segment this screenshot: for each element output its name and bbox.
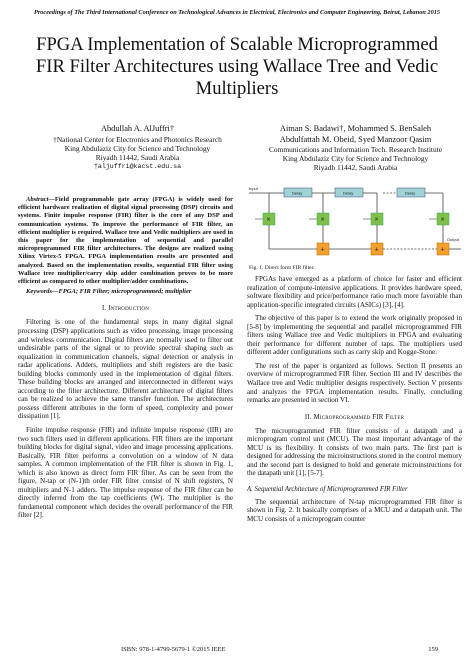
keywords: Keywords—FPGA; FIR Filter; microprogrammed; multiplier — [26, 288, 192, 296]
plus-symbol: + — [440, 246, 445, 254]
paragraph: Filtering is one of the fundamental steps in many digital signal processing (DSP) applications such as video processing, image processing and wireless communication. Digital filters are normally used to filter out undesirable parts of the signal or to provide spectral shaping such as equalization in communication channels, signal detection or analysis in radar applications. Adders, multipliers and shift registers are the basic building blocks commonly used in the implementation of digital filters. These building blocks are arranged and interconnected in different ways according to the filter architecture. Different architecture of digital filters can be realized to achieve the same transfer function. The architectures possess different attributes in the form of speed, complexity and power dissipation [1]. — [18, 318, 233, 421]
section-heading: I. Introduction — [101, 305, 150, 313]
abstract: Abstract—Field programmable gate array (FPGA) is widely used for efficient hardware realization of digital signal processing (DSP) circuits and systems. Finite impulse response (FIR) filter is the core of any DSP and communication systems. To improve the performance of FIR filter, an efficient multiplier is required. Wallace tree and Vedic multipliers are used in this paper for the implementation of sequential and parallel microprogrammed FIR filter architectures. The designs are realized using Xilinx Virtex-5 FPGA. FPGA implementation results are presented and analyzed. Based on the implementation results, sequential FIR filter using Wallace tree multiplier/carry skip adder combination proves to be more efficient as compared to other multiplier/adder combinations. — [18, 196, 233, 286]
subsection-heading: A. Sequential Architecture of Microprogrammed FIR Filter — [247, 485, 408, 493]
input-label: Input — [249, 186, 258, 191]
multiply-symbol: × — [320, 216, 325, 224]
affiliation-line: †National Center for Electronics and Photonics Research — [53, 134, 222, 144]
delay-label: Delay — [405, 190, 416, 196]
section-heading: II. Microprogrammed FIR Filter — [304, 413, 405, 421]
delay-label: Delay — [292, 190, 303, 196]
author-block-right — [248, 124, 463, 173]
paragraph: The microprogrammed FIR filter consists of a datapath and a microprogram control unit (MCU). The most important advantage of the MCU is its flexibility. It consists of two main parts. The first part is designed for addressing the microinstructions stored in the control memory and the second part is designed to hold and generate microinstructions for the datapath unit [1], [5-7]. — [247, 426, 462, 478]
right-column — [247, 275, 462, 529]
affiliation-line: King Abdulaziz City for Science and Technology — [282, 154, 429, 164]
affiliation-line: Riyadh 11442, Saudi Arabia — [313, 163, 398, 173]
paragraph: The rest of the paper is organized as follows. Section II presents an overview of microprogrammed FIR filter. Section III and IV describes the Wallace tree and Vedic multiplier designs respectively. Section V presents and analyzes the FPGA implementation results. Finally, concluding remarks are presented in section VI. — [247, 361, 462, 405]
footer-isbn: ISBN: 978-1-4799-5679-1 ©2015 IEEE — [121, 646, 226, 653]
figure-caption: Fig. 1. Direct form FIR filter. — [249, 265, 315, 271]
affiliation-line: Communications and Information Tech. Research Institute — [269, 145, 442, 154]
page-number: 159 — [428, 646, 438, 653]
abstract-label: Abstract — [26, 196, 49, 203]
multiply-symbol: × — [266, 216, 271, 224]
multiply-symbol: × — [440, 216, 445, 224]
multiply-symbol: × — [374, 216, 379, 224]
affiliation-line: King Abdulaziz City for Science and Technology — [64, 143, 211, 153]
output-label: Output — [447, 237, 460, 242]
keywords-label: Keywords — [26, 288, 52, 296]
paragraph: The sequential architecture of N-tap microprogrammed FIR filter is shown in Fig. 2. It basically comprises of a MCU and a datapath unit. The MCU consists of a microprogram counter — [247, 497, 462, 524]
paragraph: Finite impulse response (FIR) and infinite impulse response (IIR) are two such filters used in different applications. FIR filters are the important building blocks for digital signal, video and image processing applications. Basically, FIR filter performs a convolution on a window of N data samples. A common implementation of the FIR filter is shown in Fig. 1, which is also known as direct form FIR filter. As can be seen from the figure, N-tap or (N-1)th order FIR filter consist of N shift registers, N multipliers and N-1 adders. The impulse response of the FIR filter can be directly inferred from the tap coefficients (W). The multiplier is the fundamental component which decides the overall performance of the FIR filter [2]. — [18, 426, 233, 520]
author-names: Aiman S. Badawi†, Mohammed S. BenSaleh — [279, 124, 432, 133]
abstract-text: Field programmable gate array (FPGA) is widely used for efficient hardware realization of digital signal processing (DSP) circuits and systems. Finite impulse response (FIR) filter is the core of any DSP and communication systems. To improve the performance of FIR filter, an efficient multiplier is required. Wallace tree and Vedic multipliers are used in this paper for the implementation of sequential and parallel microprogrammed FIR filter architectures. The designs are realized using Xilinx Virtex-5 FPGA. FPGA implementation results are presented and analyzed. Based on the implementation results, sequential FIR filter using Wallace tree multiplier/carry skip adder combination proves to be more efficient as compared to other multiplier/adder combinations. — [18, 196, 233, 286]
author-email: †aljuffri@kacst.edu.sa — [93, 163, 182, 171]
author-block-left — [30, 124, 245, 171]
paragraph: FPGAs have emerged as a platform of choice for faster and efficient realization of compute-intensive applications. It provides hardware speed, software flexibility and price/performance ratio much more favorable than application-specific integrated circuits (ASICs) [3], [4]. — [247, 275, 462, 309]
plus-symbol: + — [320, 246, 325, 254]
conference-header: Proceedings of The Third International Conference on Technological Advances in Electrical, Electronics and Computer Engineering, Beirut, Lebanon 2015 — [33, 9, 441, 16]
author-names: Abdulfattah M. Obeid, Syed Manzoor Qasim — [279, 134, 432, 144]
author-name: Abdullah A. AlJuffri† — [100, 124, 175, 133]
paragraph: The objective of this paper is to extend the work originally proposed in [5-8] by implementing the sequential and parallel microprogrammed FIR filters using Wallace tree and Vedic multipliers in FPGA and evaluating their performance for different number of taps. The multipliers used different adder configurations such as carry skip and Kogge-Stone. — [247, 314, 462, 357]
paper-title: FPGA Implementation of Scalable Microprogrammed FIR Filter Architectures using Wallace Tree and Vedic Multipliers — [35, 34, 439, 99]
keywords-text: FPGA; FIR Filter; microprogrammed; multiplier — [58, 288, 192, 296]
affiliation-line: Riyadh 11442, Saudi Arabia — [95, 152, 180, 162]
fir-filter-diagram — [247, 175, 464, 270]
delay-label: Delay — [343, 190, 354, 196]
left-column — [18, 196, 233, 525]
plus-symbol: + — [374, 246, 379, 254]
